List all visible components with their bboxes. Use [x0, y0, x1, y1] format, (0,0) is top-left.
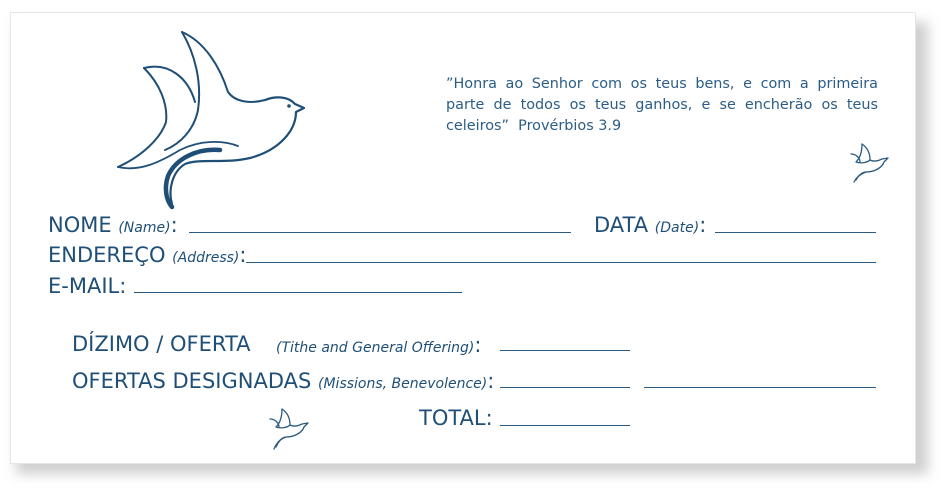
name-input-line[interactable] [189, 232, 571, 233]
date-field-label [594, 213, 706, 240]
email-input-line[interactable] [134, 292, 462, 293]
address-input-line[interactable] [246, 262, 876, 263]
quote-text: ”Honra ao Senhor com os teus bens, e com a primeira parte de todos os teus ganhos, e se encherão os teus celeiros” [446, 76, 878, 134]
designated-label-en: (Missions, Benevolence) [318, 376, 488, 392]
name-label-pt: NOME [48, 213, 112, 237]
designated-label-colon: : [487, 369, 495, 393]
scripture-quote [446, 74, 878, 137]
quote-reference: Provérbios 3.9 [518, 118, 622, 134]
dove-logo-icon [110, 22, 325, 212]
tithe-label-en: (Tithe and General Offering) [276, 340, 475, 356]
small-dove-icon [848, 142, 894, 184]
date-input-line[interactable] [715, 232, 876, 233]
date-label-colon: : [699, 213, 707, 237]
tithe-label-pt: DÍZIMO / OFERTA [72, 332, 251, 356]
address-label-colon: : [239, 243, 247, 267]
date-label-en: (Date) [654, 220, 700, 236]
address-label-pt: ENDEREÇO [48, 243, 166, 267]
tithe-label-colon: : [474, 333, 482, 357]
email-label: E-MAIL: [48, 274, 127, 298]
address-label-en: (Address) [172, 250, 240, 266]
designated-label-pt: OFERTAS DESIGNADAS [72, 369, 312, 393]
designated-offerings-label [72, 369, 494, 396]
tithe-field-label-en [276, 333, 481, 360]
total-amount-line[interactable] [500, 425, 630, 426]
email-field-label [48, 274, 126, 298]
name-label-en: (Name) [118, 220, 171, 236]
tithe-amount-line[interactable] [500, 350, 630, 351]
tithe-field-label [72, 332, 251, 356]
small-dove-icon [266, 407, 314, 451]
total-field-label [419, 406, 493, 430]
total-label: TOTAL: [419, 406, 493, 430]
name-field-label [48, 213, 178, 240]
designated-amount-line[interactable] [500, 387, 630, 388]
date-label-pt: DATA [594, 213, 649, 237]
designated-description-line[interactable] [644, 387, 876, 388]
name-label-colon: : [170, 213, 178, 237]
address-field-label [48, 243, 246, 270]
